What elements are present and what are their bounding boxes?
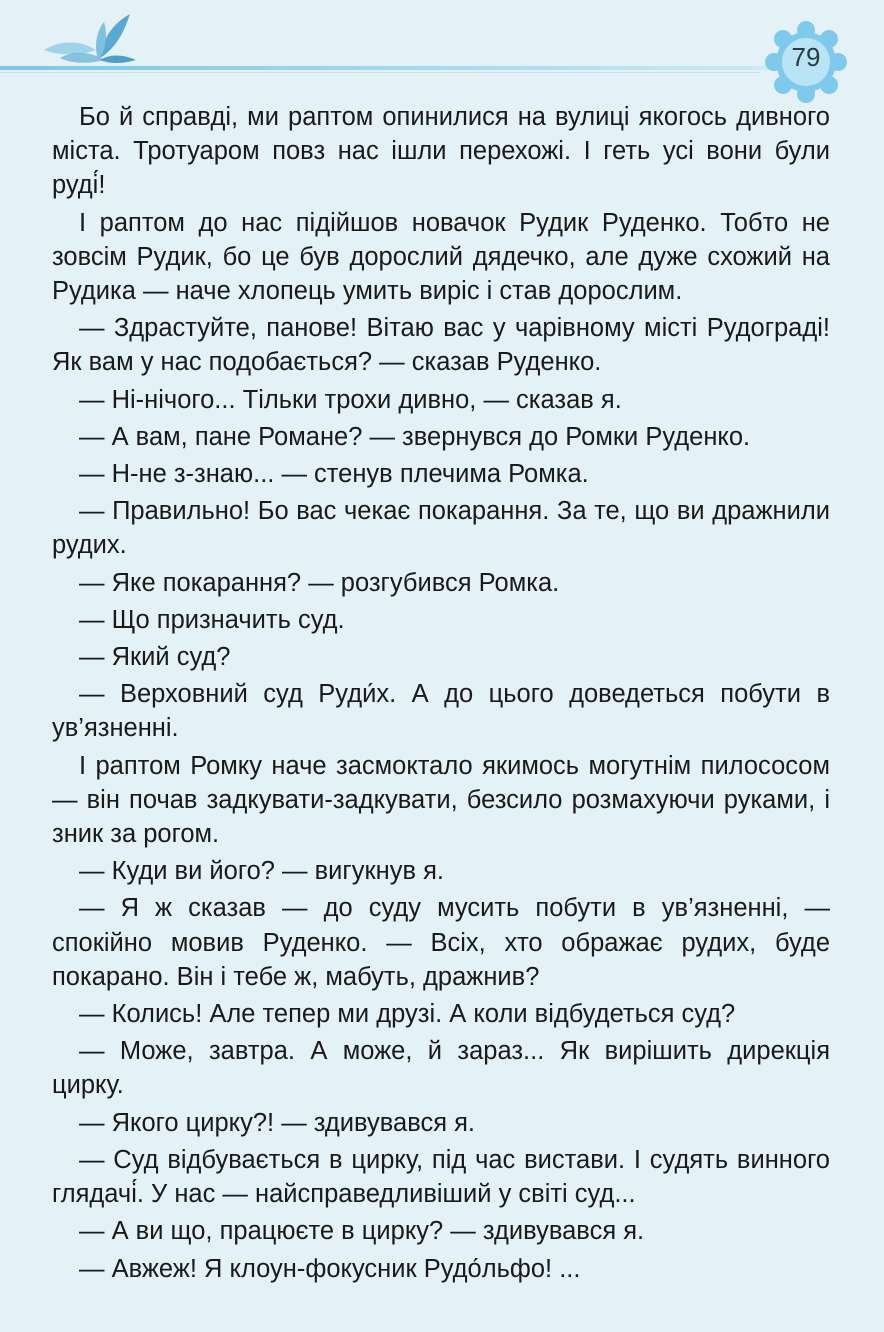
page-number: 79	[791, 42, 821, 72]
paragraph: — Може, завтра. А може, й зараз... Як вирішить дирекція цирку.	[52, 1037, 830, 1100]
paragraph: — Здрастуйте, панове! Вітаю вас у чарівному місті Рудограді! Як вам у нас подобається? — сказав Руденко.	[52, 314, 830, 377]
paragraph: — Куди ви його? — вигукнув я.	[79, 857, 444, 886]
paragraph: — Якого цирку?! — здивувався я.	[79, 1108, 476, 1137]
paragraph: — Авжеж! Я клоун-фокусник Рудо́льфо! ...	[79, 1254, 581, 1283]
paragraph: І раптом до нас підійшов новачок Рудик Руденко. Тобто не зовсім Рудик, бо це був дорослий дядечко, але дуже схожий на Рудика — наче хлопець умить виріс і став дорослим.	[52, 208, 830, 306]
paragraph: — Ні-нічого... Тільки трохи дивно, — сказав я.	[79, 385, 622, 414]
leaf-ornament-icon	[40, 10, 140, 70]
paragraph: — Верховний суд Руди́х. А до цього доведеться побути в ув’язненні.	[52, 680, 830, 743]
paragraph: — Що призначить суд.	[79, 605, 345, 634]
paragraph: — Правильно! Бо вас чекає покарання. За те, що ви дражнили рудих.	[52, 497, 830, 560]
paragraph: — Н-не з-знаю... — стенув плечима Ромка.	[79, 460, 589, 489]
body-text	[52, 100, 830, 1289]
paragraph: — А вам, пане Романе? — звернувся до Ромки Руденко.	[79, 422, 751, 451]
paragraph: — Який суд?	[79, 643, 231, 672]
paragraph: Бо й справді, ми раптом опинилися на вулиці якогось дивного міста. Тротуаром повз нас ішли перехожі. І геть усі вони були руді́!	[52, 103, 830, 200]
paragraph: — Суд відбувається в цирку, під час вистави. І судять винного глядачі́. У нас — найсправедливіший у світі суд...	[52, 1145, 830, 1209]
header-rule-thin	[0, 72, 760, 73]
paragraph: — Я ж сказав — до суду мусить побути в ув’язненні, — спокійно мовив Руденко. — Всіх, хто ображає рудих, буде покарано. Він і тебе ж, мабуть, дражнив?	[52, 894, 830, 991]
paragraph: — Яке покарання? — розгубився Ромка.	[79, 568, 560, 597]
paragraph: — А ви що, працюєте в цирку? — здивувався я.	[79, 1217, 645, 1246]
paragraph: — Колись! Але тепер ми друзі. А коли відбудеться суд?	[79, 1000, 736, 1029]
paragraph: І раптом Ромку наче засмоктало якимось могутнім пилососом — він почав задкувати-задкувати, безсило розмахуючи руками, і зник за рогом.	[52, 751, 830, 849]
